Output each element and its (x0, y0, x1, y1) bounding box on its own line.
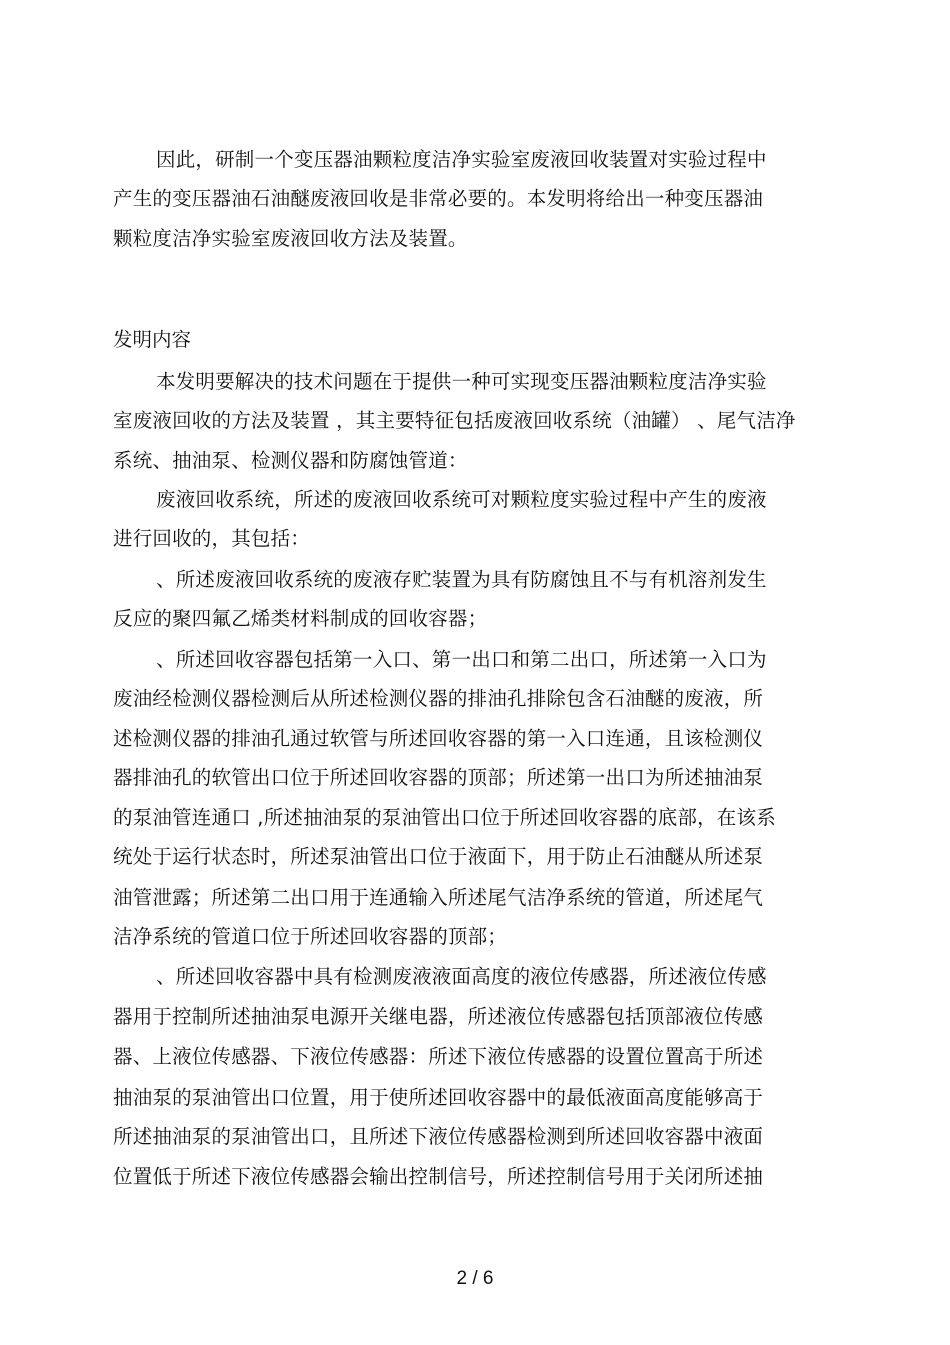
paragraph2-line-1: 本发明要解决的技术问题在于提供一种可实现变压器油颗粒度洁净实验 (156, 370, 767, 393)
paragraph6-line-2: 器用于控制所述抽油泵电源开关继电器，所述液位传感器包括顶部液位传感 (113, 1005, 764, 1028)
paragraph1-line-2: 产生的变压器油石油醚废液回收是非常必要的。本发明将给出一种变压器油 (113, 187, 764, 210)
paragraph1-line-3: 颗粒度洁净实验室废液回收方法及装置。 (113, 227, 468, 250)
paragraph6-line-4: 抽油泵的泵油管出口位置，用于使所述回收容器中的最低液面高度能够高于 (113, 1086, 764, 1109)
paragraph5-line-2: 废油经检测仪器检测后从所述检测仪器的排油孔排除包含石油醚的废液，所 (113, 687, 764, 710)
paragraph5-line-5: 的泵油管连通口 ,所述抽油泵的泵油管出口位于所述回收容器的底部，在该系 (113, 806, 776, 829)
paragraph5-line-7: 油管泄露；所述第二出口用于连通输入所述尾气洁净系统的管道，所述尾气 (113, 886, 764, 909)
paragraph6-line-3: 器、上液位传感器、下液位传感器：所述下液位传感器的设置位置高于所述 (113, 1045, 764, 1068)
paragraph2-line-2: 室废液回收的方法及装置 ，其主要特征包括废液回收系统（油罐） 、尾气洁净 (113, 409, 796, 432)
paragraph5-line-4: 器排油孔的软管出口位于所述回收容器的顶部；所述第一出口为所述抽油泵 (113, 766, 764, 789)
page-number: 2 / 6 (456, 1268, 494, 1289)
paragraph3-line-2: 进行回收的，其包括： (113, 527, 311, 550)
paragraph1-line-1: 因此，研制一个变压器油颗粒度洁净实验室废液回收装置对实验过程中 (156, 148, 767, 171)
paragraph5-line-6: 统处于运行状态时，所述泵油管出口位于液面下，用于防止石油醚从所述泵 (113, 845, 764, 868)
section-heading: 发明内容 (113, 328, 192, 351)
paragraph6-line-6: 位置低于所述下液位传感器会输出控制信号，所述控制信号用于关闭所述抽 (113, 1165, 764, 1188)
paragraph3-line-1: 废液回收系统，所述的废液回收系统可对颗粒度实验过程中产生的废液 (156, 488, 767, 511)
paragraph6-line-5: 所述抽油泵的泵油管出口，且所述下液位传感器检测到所述回收容器中液面 (113, 1125, 764, 1148)
paragraph5-line-8: 洁净系统的管道口位于所述回收容器的顶部； (113, 925, 508, 948)
paragraph5-line-1: 、所述回收容器包括第一入口、第一出口和第二出口，所述第一入口为 (156, 648, 767, 671)
paragraph4-line-2: 反应的聚四氟乙烯类材料制成的回收容器； (113, 607, 488, 630)
paragraph4-line-1: 、所述废液回收系统的废液存贮装置为具有防腐蚀且不与有机溶剂发生 (156, 568, 767, 591)
paragraph2-line-3: 系统、抽油泵、检测仪器和防腐蚀管道： (113, 449, 468, 472)
paragraph5-line-3: 述检测仪器的排油孔通过软管与所述回收容器的第一入口连通，且该检测仪 (113, 727, 764, 750)
paragraph6-line-1: 、所述回收容器中具有检测废液液面高度的液位传感器，所述液位传感 (156, 965, 767, 988)
